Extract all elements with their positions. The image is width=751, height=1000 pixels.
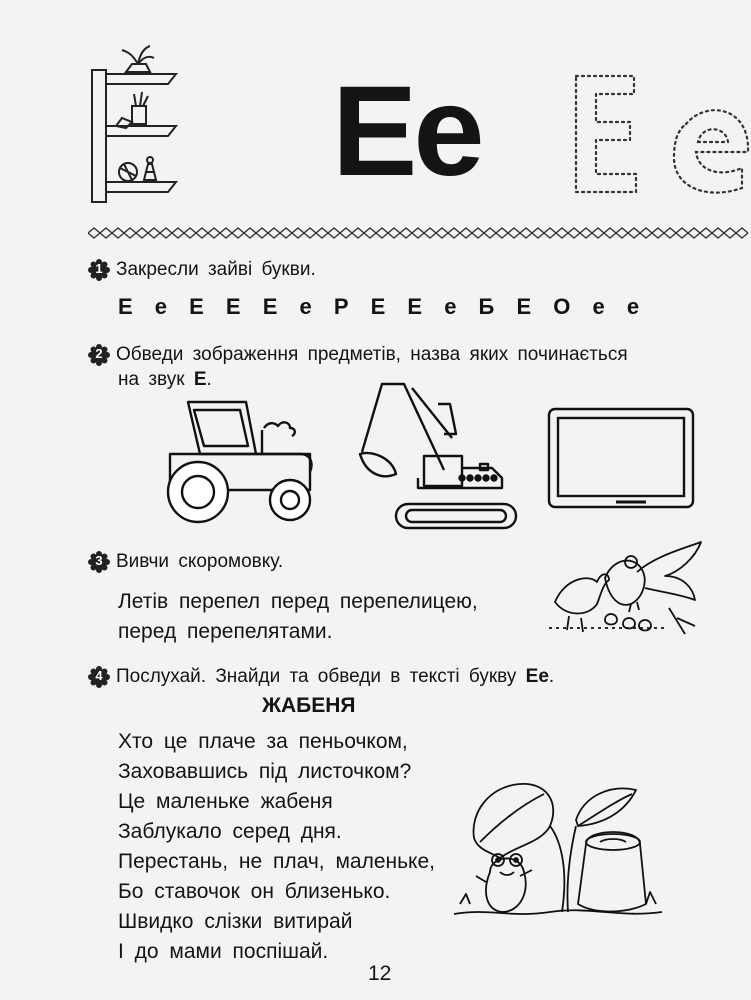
task-1-text: Закресли зайві букви. [116, 259, 316, 281]
tongue-twister [118, 587, 478, 647]
shelf-letter-e-icon [88, 42, 188, 207]
screen-icon[interactable] [546, 406, 696, 510]
poem-line: І до мами поспішай. [118, 940, 329, 963]
excavator-icon[interactable] [352, 378, 527, 533]
tongue-twister-line: перед перепелятами. [118, 620, 333, 643]
poem-line: Заховавшись під листочком? [118, 760, 412, 783]
poem-line: Це маленьке жабеня [118, 790, 333, 813]
dotted-letter-ee [568, 70, 751, 205]
task-number-badge: 1 [88, 259, 110, 281]
task-2-text-line2: на звук Е. [118, 369, 212, 390]
page-number: 12 [368, 962, 392, 985]
task-2-instruction [88, 344, 628, 366]
task-4-instruction: 4 Послухай. Знайди та обведи в тексті букву Ее. [88, 666, 554, 688]
poem-line: Бо ставочок он близенько. [118, 880, 391, 903]
letters-row: Е е Е Е Е е Р Е Е е Б Е О е е [118, 294, 648, 319]
task-2-text-line1: Обведи зображення предметів, назва яких починається [116, 344, 628, 366]
big-letter-ee: Ee [332, 60, 481, 203]
task-number-badge: 3 [88, 551, 110, 573]
task-3-instruction [88, 551, 283, 573]
quail-family-icon [545, 538, 705, 642]
task-1-instruction [88, 259, 316, 281]
divider-ornament [88, 226, 751, 240]
tongue-twister-line: Летів перепел перед перепелицею, [118, 590, 478, 613]
task-number-badge: 4 [88, 666, 110, 688]
poem-title: ЖАБЕНЯ [262, 694, 356, 717]
poem-line: Хто це плаче за пеньочком, [118, 730, 408, 753]
task-3-text: Вивчи скоромовку. [116, 551, 284, 573]
poem-body [118, 727, 435, 967]
task-number-badge: 2 [88, 344, 110, 366]
poem-line: Заблукало серед дня. [118, 820, 342, 843]
poem-line: Швидко слізки витирай [118, 910, 353, 933]
poem-line: Перестань, не плач, маленьке, [118, 850, 435, 873]
tractor-icon[interactable] [160, 392, 322, 532]
frog-under-leaf-icon [450, 772, 665, 927]
